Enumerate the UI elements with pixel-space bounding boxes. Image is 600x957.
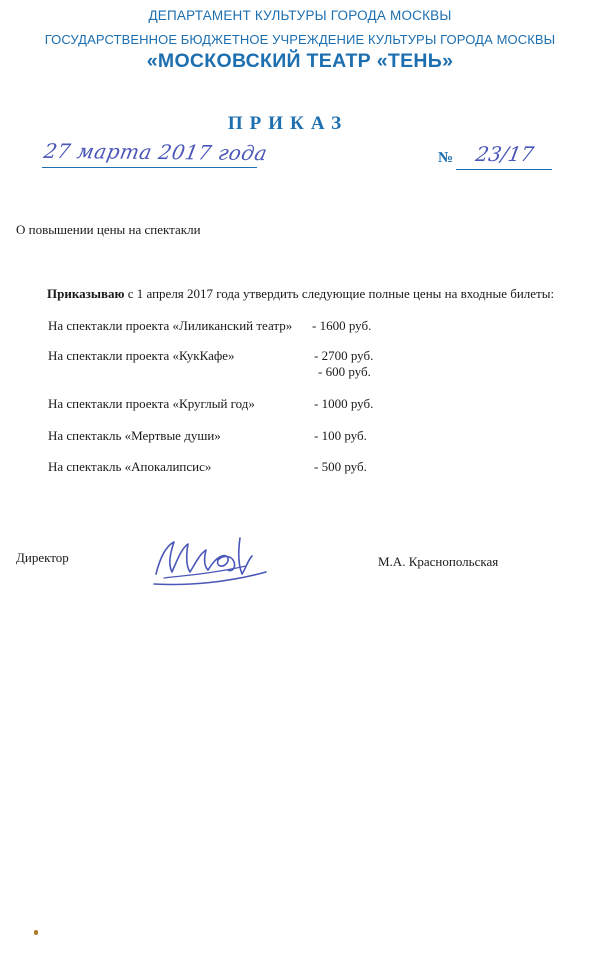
- price-label: На спектакли проекта «КукКафе»: [48, 348, 235, 363]
- director-title: Директор: [16, 550, 69, 565]
- price-value: - 1600 руб.: [312, 318, 372, 333]
- paper-speck: [34, 930, 38, 935]
- order-number-label: №: [438, 150, 454, 166]
- institution-header: ГОСУДАРСТВЕННОЕ БЮДЖЕТНОЕ УЧРЕЖДЕНИЕ КУЛЬТУРЫ ГОРОДА МОСКВЫ: [44, 32, 556, 47]
- price-value: - 1000 руб.: [314, 396, 374, 411]
- price-value-secondary: - 600 руб.: [318, 364, 371, 379]
- order-title-text: ПРИКАЗ: [227, 113, 349, 134]
- order-intro: [47, 286, 554, 302]
- intro-text: с 1 апреля 2017 года утвердить следующие полные цены на входные билеты:: [124, 286, 555, 301]
- department-header: ДЕПАРТАМЕНТ КУЛЬТУРЫ ГОРОДА МОСКВЫ: [148, 8, 452, 23]
- signature-image: [150, 528, 280, 592]
- order-date-handwritten: 27 марта 2017 года: [41, 138, 270, 166]
- price-label: На спектакль «Мертвые души»: [48, 428, 221, 443]
- intro-bold-word: Приказываю: [47, 286, 125, 301]
- order-title: [0, 113, 600, 135]
- order-number-handwritten: 23/17: [473, 142, 536, 166]
- director-name: М.А. Краснопольская: [378, 554, 499, 569]
- price-value: - 100 руб.: [314, 428, 367, 443]
- price-label: На спектакль «Апокалипсис»: [48, 459, 212, 474]
- price-label: На спектакли проекта «Лиликанский театр»: [48, 318, 293, 333]
- price-value: - 2700 руб.: [314, 348, 374, 363]
- theatre-name: «МОСКОВСКИЙ ТЕАТР «ТЕНЬ»: [146, 50, 454, 72]
- order-subject: О повышении цены на спектакли: [16, 222, 201, 237]
- price-label: На спектакли проекта «Круглый год»: [48, 396, 255, 411]
- price-value: - 500 руб.: [314, 459, 367, 474]
